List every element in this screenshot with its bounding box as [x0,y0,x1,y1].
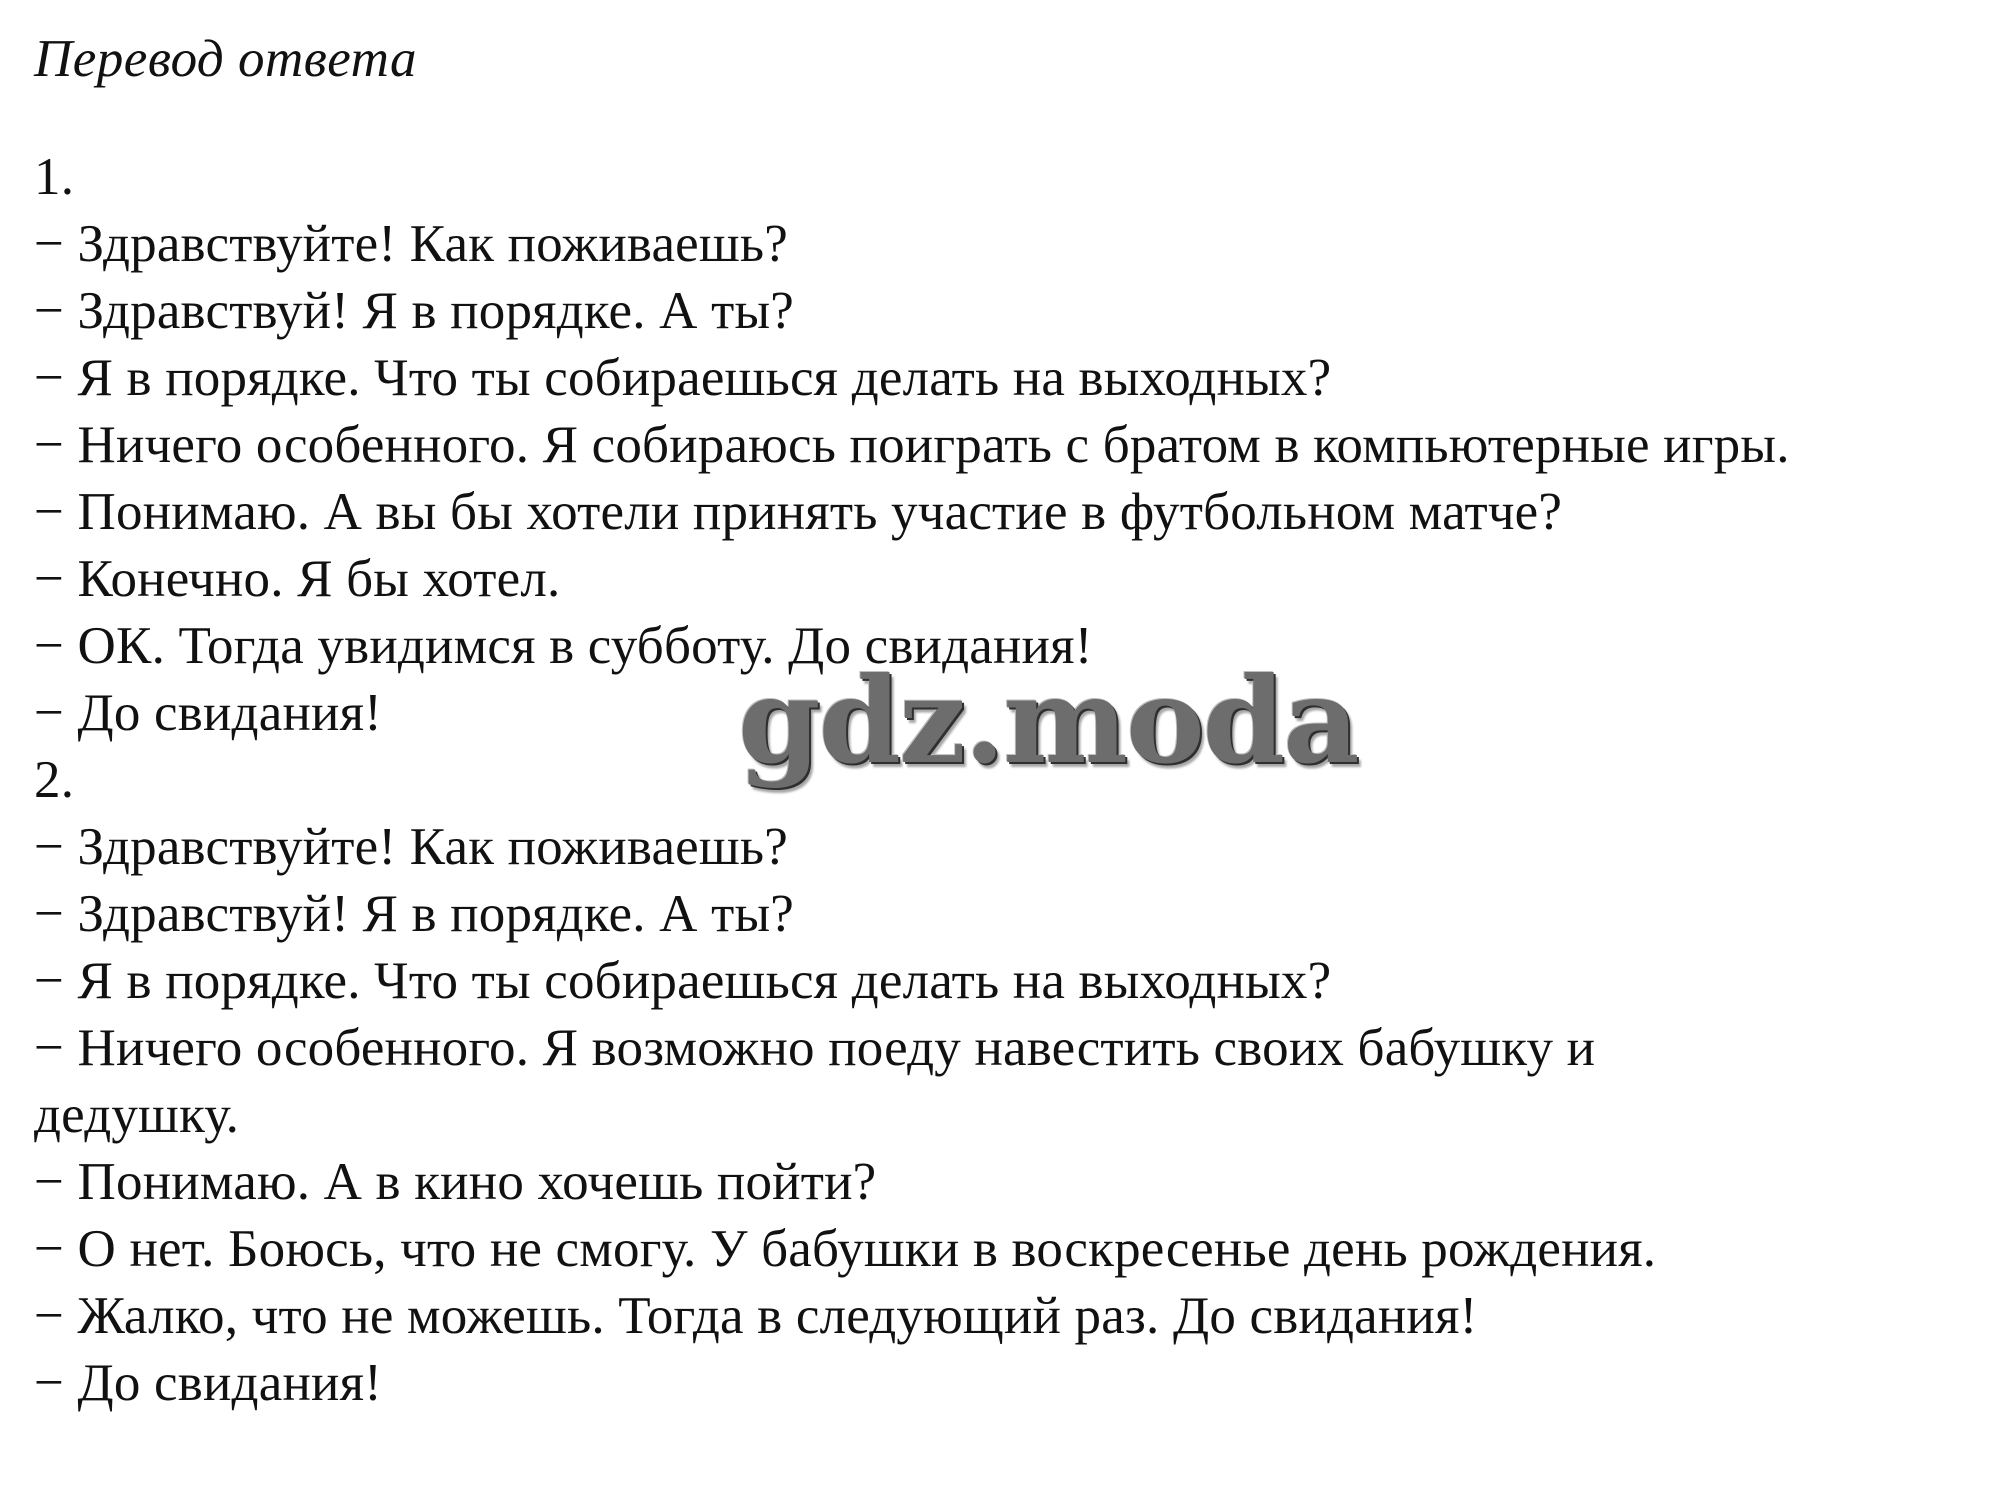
dialogue-line: − Я в порядке. Что ты собираешься делать на выходных? [34,349,1332,407]
dialogue-line: − До свидания! [34,684,382,742]
dialogue-line: − Ничего особенного. Я возможно поеду навестить своих бабушку и [34,1019,1596,1077]
dialogue-line: − ОК. Тогда увидимся в субботу. До свидания! [34,617,1093,675]
dialogue-line: − Здравствуйте! Как поживаешь? [34,818,789,876]
page-title: Перевод ответа [34,30,418,88]
dialogue-line: − Конечно. Я бы хотел. [34,550,561,608]
dialogue-line: − Понимаю. А в кино хочешь пойти? [34,1153,877,1211]
dialogue-line: − Здравствуйте! Как поживаешь? [34,215,789,273]
dialogue-line: − Жалко, что не можешь. Тогда в следующий раз. До свидания! [34,1287,1478,1345]
dialogue-line: − Я в порядке. Что ты собираешься делать на выходных? [34,952,1332,1010]
dialogue-line: − Здравствуй! Я в порядке. А ты? [34,885,794,943]
section-number: 2. [34,751,75,809]
dialogue-line-continuation: дедушку. [34,1086,240,1144]
dialogue-line: − До свидания! [34,1354,382,1412]
dialogue-line: − Ничего особенного. Я собираюсь поиграть с братом в компьютерные игры. [34,416,1790,474]
dialogue-line: − Здравствуй! Я в порядке. А ты? [34,282,794,340]
section-number: 1. [34,148,75,206]
watermark-logo: gdz.moda [738,651,1358,790]
dialogue-line: − О нет. Боюсь, что не смогу. У бабушки в воскресенье день рождения. [34,1220,1657,1278]
dialogue-line: − Понимаю. А вы бы хотели принять участие в футбольном матче? [34,483,1563,541]
